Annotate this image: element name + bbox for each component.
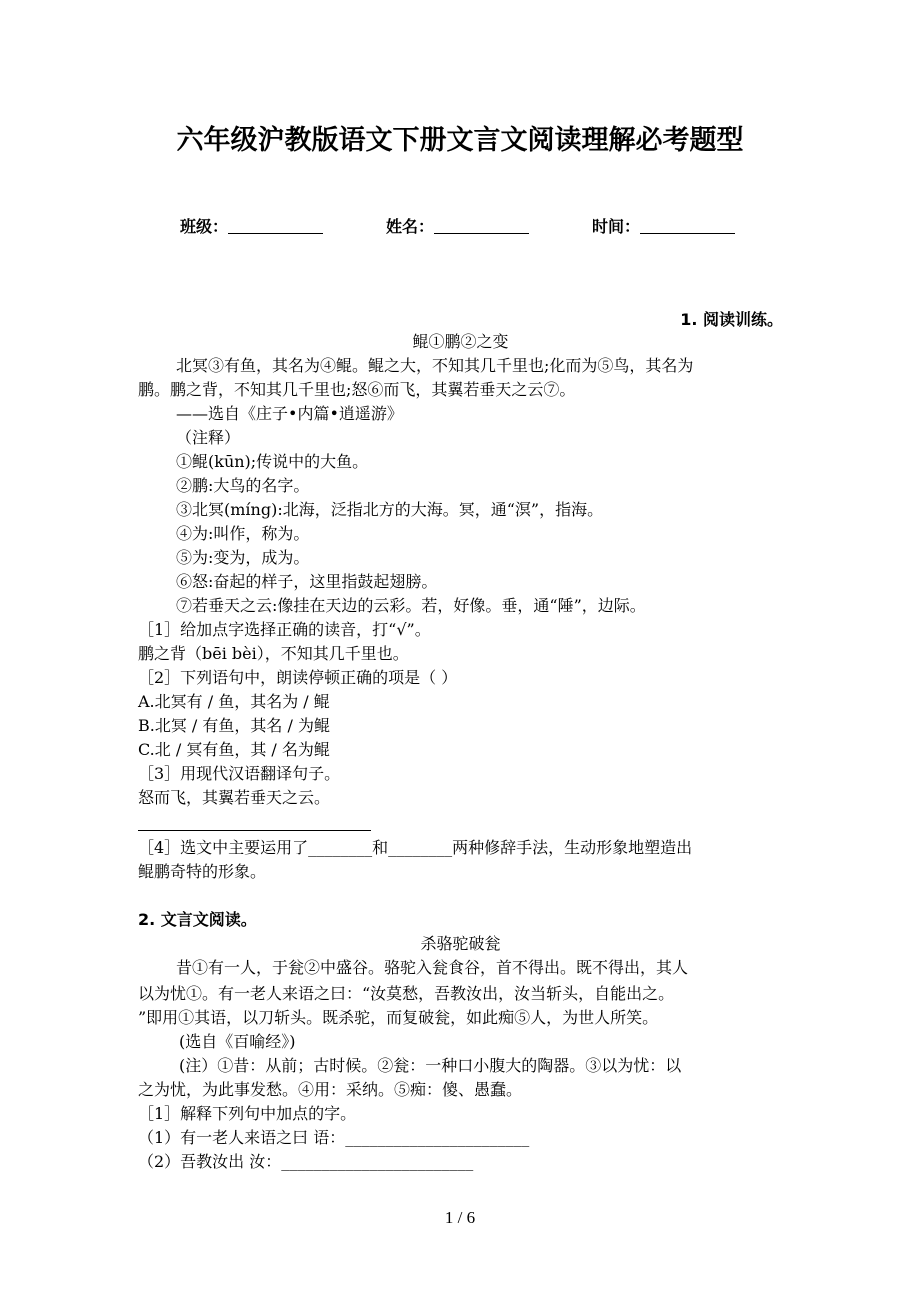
q1-sub3-text: 怒而飞，其翼若垂天之云。 bbox=[138, 788, 331, 807]
q2-passage-line: 以为忧①。有一老人来语之曰：“汝莫愁，吾教汝出，汝当斩头，自能出之。 bbox=[138, 984, 675, 1003]
q1-heading: 1. 阅读训练。 bbox=[680, 310, 783, 329]
q1-option-b[interactable]: B.北冥 / 有鱼，其名 / 为鲲 bbox=[138, 716, 330, 735]
time-label: 时间： bbox=[592, 217, 641, 236]
q1-note: ④为:叫作，称为。 bbox=[176, 524, 310, 543]
class-blank[interactable] bbox=[228, 217, 323, 234]
q2-sub1-item[interactable]: （1）有一老人来语之曰 语：_______________________ bbox=[138, 1128, 530, 1147]
q2-notes-cont: 之为忧，为此事发愁。④用：采纳。⑤痴：傻、愚蠢。 bbox=[138, 1080, 523, 1099]
name-label: 姓名： bbox=[386, 217, 435, 236]
q1-sub3: ［3］用现代汉语翻译句子。 bbox=[138, 764, 341, 783]
q2-sub1: ［1］解释下列句中加点的字。 bbox=[138, 1104, 357, 1123]
q1-sub4-cont: 鲲鹏奇特的形象。 bbox=[138, 862, 267, 881]
time-blank[interactable] bbox=[640, 217, 735, 234]
q1-passage-line: 北冥③有鱼，其名为④鲲。鲲之大，不知其几千里也;化而为⑤鸟，其名为 bbox=[176, 356, 694, 375]
q1-notes-label: （注释） bbox=[176, 428, 241, 447]
name-field bbox=[386, 214, 529, 237]
q1-note: ③北冥(míng):北海，泛指北方的大海。冥，通“溟”，指海。 bbox=[176, 500, 604, 519]
time-field bbox=[592, 214, 735, 237]
q1-sub4: ［4］选文中主要运用了________和________两种修辞手法，生动形象地塑造出 bbox=[138, 838, 693, 857]
q2-source: (选自《百喻经》) bbox=[179, 1032, 296, 1051]
q1-sub1-text: 鹏之背（bēi bèi），不知其几千里也。 bbox=[138, 644, 409, 663]
document-title: 六年级沪教版语文下册文言文阅读理解必考题型 bbox=[176, 125, 744, 156]
q2-sub1-item[interactable]: （2）吾教汝出 汝：________________________ bbox=[138, 1152, 474, 1171]
q1-source: ——选自《庄子•内篇•逍遥游》 bbox=[176, 404, 403, 423]
q1-note: ⑦若垂天之云:像挂在天边的云彩。若，好像。垂，通“陲”，边际。 bbox=[176, 596, 646, 615]
q1-note: ①鲲(kūn);传说中的大鱼。 bbox=[176, 452, 369, 471]
name-blank[interactable] bbox=[434, 217, 529, 234]
page-number: 1 / 6 bbox=[444, 1208, 476, 1227]
q1-note: ②鹏:大鸟的名字。 bbox=[176, 476, 310, 495]
class-label: 班级： bbox=[180, 217, 229, 236]
q1-passage-title: 鲲①鹏②之变 bbox=[412, 332, 509, 351]
q1-sub2: ［2］下列语句中，朗读停顿正确的项是（ ） bbox=[138, 668, 458, 687]
q1-passage-line: 鹏。鹏之背，不知其几千里也;怒⑥而飞，其翼若垂天之云⑦。 bbox=[138, 380, 576, 399]
q2-passage-line: ”即用①其语，以刀斩头。既杀驼，而复破瓮，如此痴⑤人，为世人所笑。 bbox=[138, 1008, 659, 1027]
q1-sub1: ［1］给加点字选择正确的读音，打“√”。 bbox=[138, 620, 431, 639]
q1-note: ⑤为:变为，成为。 bbox=[176, 548, 310, 567]
q2-heading: 2. 文言文阅读。 bbox=[138, 910, 257, 929]
q1-answer-line[interactable] bbox=[138, 830, 371, 831]
q1-note: ⑥怒:奋起的样子，这里指鼓起翅膀。 bbox=[176, 572, 438, 591]
class-field bbox=[180, 214, 323, 237]
q2-passage-title: 杀骆驼破瓮 bbox=[420, 934, 501, 953]
q1-option-a[interactable]: A.北冥有 / 鱼，其名为 / 鲲 bbox=[138, 692, 330, 711]
q2-notes: (注）①昔：从前；古时候。②瓮：一种口小腹大的陶器。③以为忧：以 bbox=[179, 1056, 682, 1075]
q1-option-c[interactable]: C.北 / 冥有鱼，其 / 名为鲲 bbox=[138, 740, 330, 759]
q2-passage-line: 昔①有一人，于瓮②中盛谷。骆驼入瓮食谷，首不得出。既不得出，其人 bbox=[176, 958, 689, 977]
